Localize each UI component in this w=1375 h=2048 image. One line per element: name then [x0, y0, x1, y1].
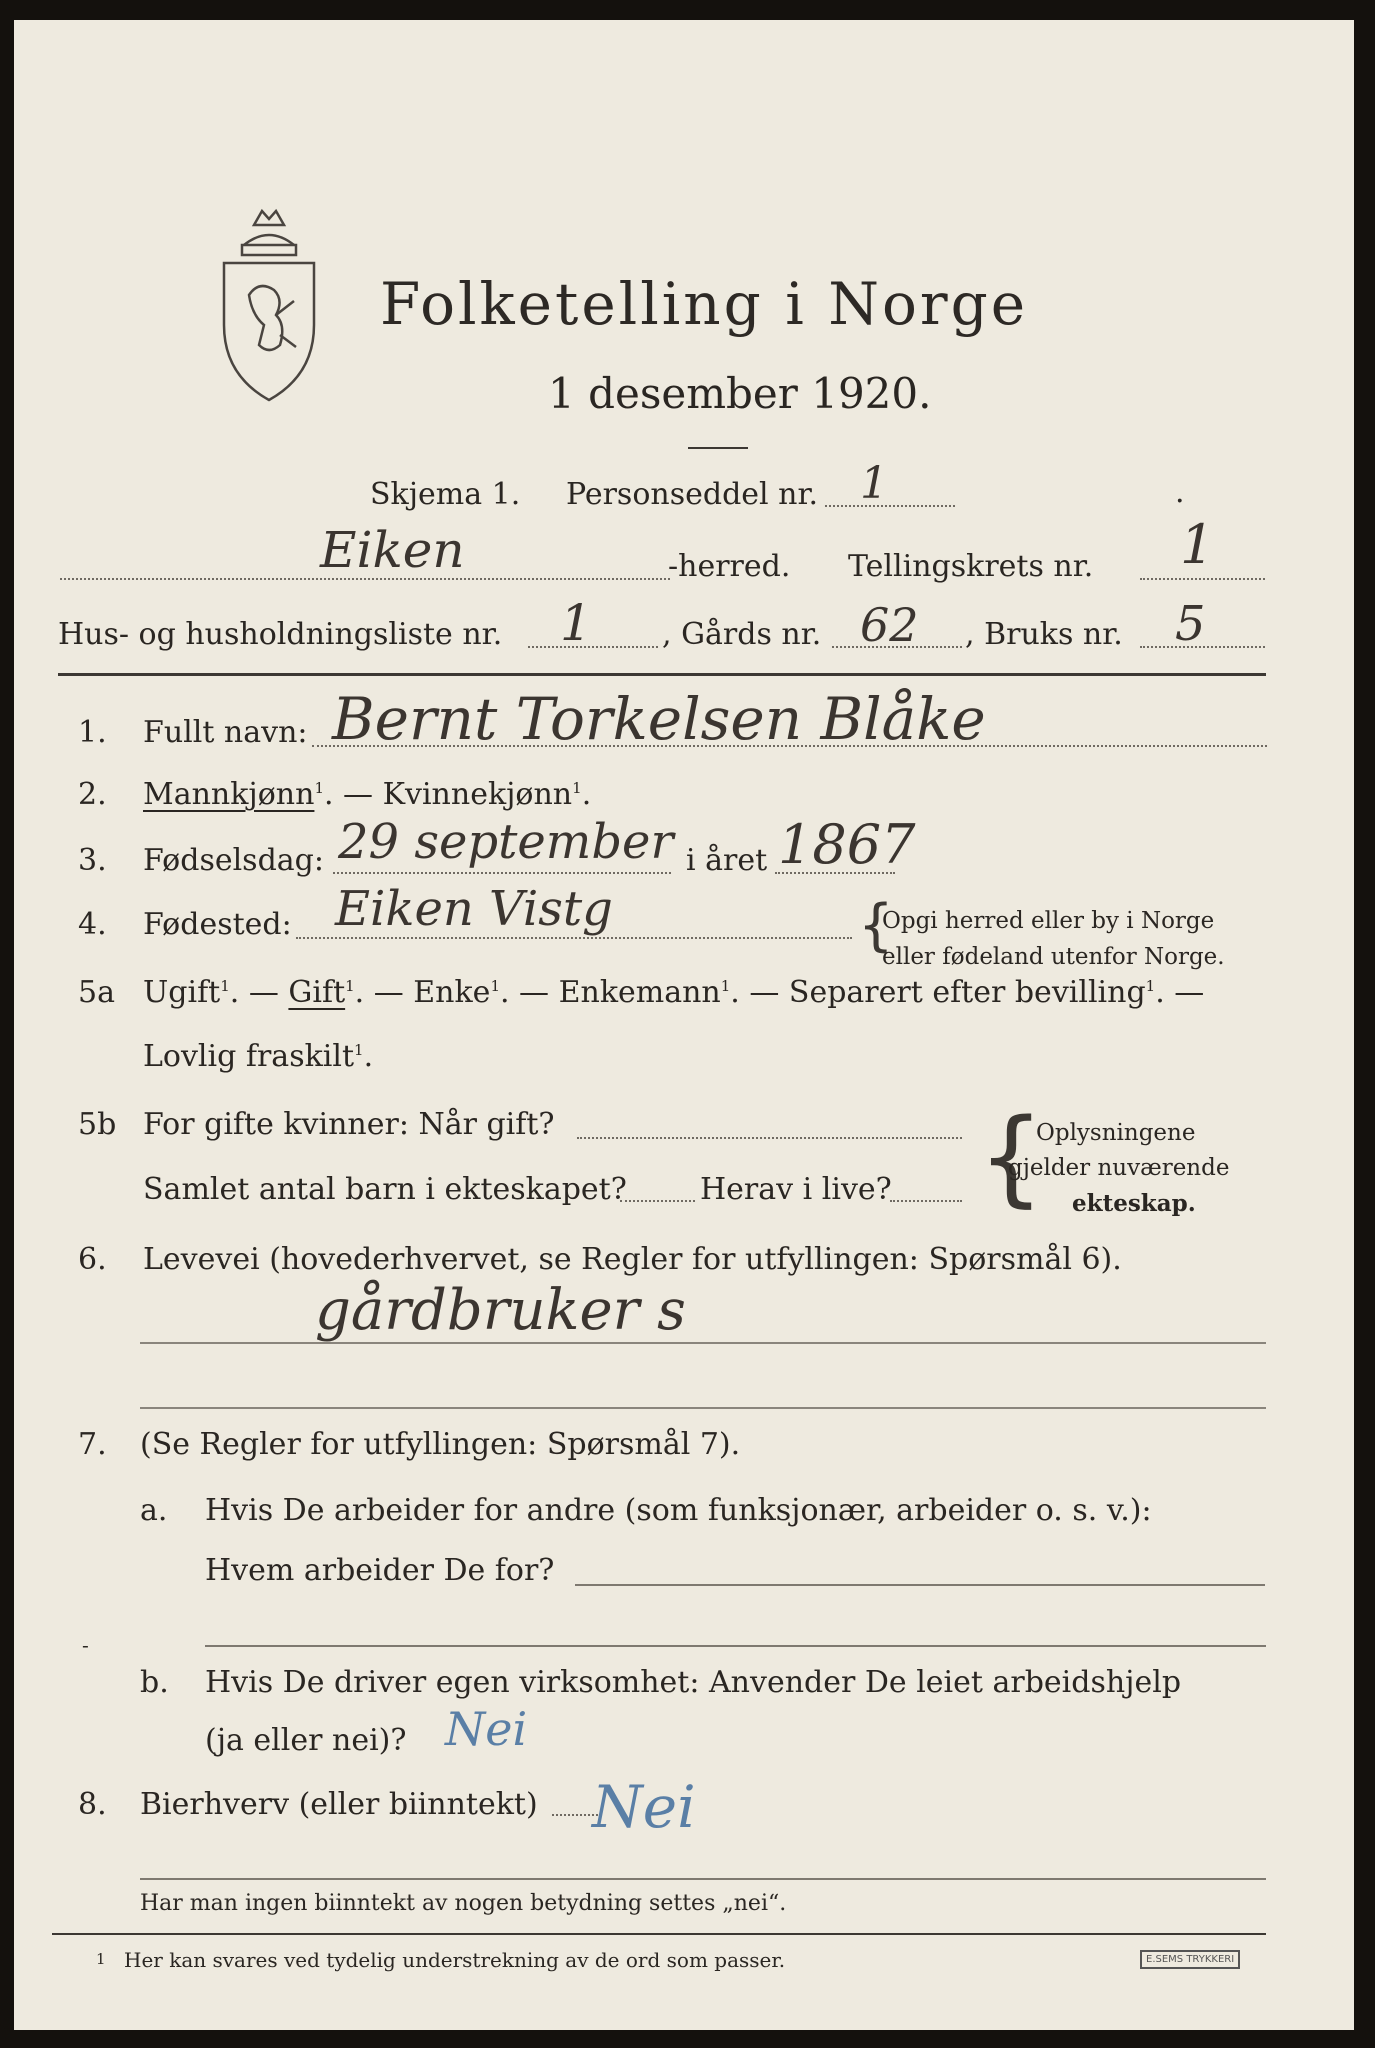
q5b-barn-field[interactable] [620, 1200, 695, 1202]
tellingskrets-value: 1 [1180, 513, 1215, 576]
title-divider [688, 447, 748, 449]
herred-value: Eiken [320, 521, 465, 579]
q2-end: . [581, 777, 592, 812]
q3-number: 3. [78, 843, 107, 878]
printer-stamp: E.SEMS TRYKKERI [1140, 1950, 1240, 1969]
q5b-gift-field[interactable] [577, 1137, 962, 1139]
q7b-number: b. [140, 1665, 169, 1700]
q1-value: Bernt Torkelsen Blåke [332, 685, 986, 753]
q6-line-1[interactable] [140, 1342, 1266, 1344]
q8-value[interactable]: Nei [592, 1773, 696, 1841]
q5a-enkemann[interactable]: Enkemann [558, 975, 721, 1010]
q5a-dash-3: . — [499, 975, 559, 1010]
bruks-label: , Bruks nr. [965, 617, 1123, 652]
q5a-number: 5a [78, 975, 115, 1010]
q5b-brace: { [978, 1096, 1045, 1218]
personseddel-value: 1 [860, 458, 888, 509]
q2-sep: . — [323, 777, 383, 812]
footnote-text: Her kan svares ved tydelig understrekning av de ord som passer. [124, 1948, 786, 1972]
tellingskrets-label: Tellingskrets nr. [848, 549, 1094, 584]
census-date: 1 desember 1920. [548, 369, 932, 418]
q2-sup: 1 [314, 779, 324, 797]
q5b-barn-label: Samlet antal barn i ekteskapet? [143, 1172, 627, 1207]
hus-field[interactable] [528, 646, 658, 648]
q4-field[interactable] [296, 937, 852, 939]
q7a-line-2[interactable] [205, 1645, 1266, 1647]
q3-field[interactable] [333, 872, 671, 874]
tellingskrets-field[interactable] [1140, 578, 1265, 580]
q4-brace: { [858, 893, 894, 958]
q5a-options-2 [143, 1039, 374, 1074]
q5a-dash-1: . — [229, 975, 289, 1010]
form-title: Folketelling i Norge [380, 270, 1029, 338]
q7a-question: Hvem arbeider De for? [205, 1553, 555, 1588]
q6-value: gårdbruker s [315, 1278, 686, 1343]
q7-label: (Se Regler for utfyllingen: Spørsmål 7). [140, 1427, 741, 1462]
q7a-number: a. [140, 1493, 168, 1528]
q7b-question: (ja eller nei)? [205, 1723, 407, 1758]
q5a-sup-2: 1 [345, 977, 355, 995]
personseddel-label: Personseddel nr. [566, 477, 819, 512]
q4-value: Eiken Vistg [335, 881, 613, 937]
q7a-label: Hvis De arbeider for andre (som funksjonær, arbeider o. s. v.): [205, 1493, 1152, 1528]
q5a-sup-1: 1 [220, 977, 230, 995]
q3-value: 29 september [338, 814, 674, 870]
footer-note: Har man ingen biinntekt av nogen betydning settes „nei“. [140, 1891, 787, 1916]
q8-line-2[interactable] [140, 1878, 1266, 1880]
q2-sup2: 1 [572, 779, 582, 797]
q4-note-2: eller fødeland utenfor Norge. [882, 944, 1225, 970]
q7b-label: Hvis De driver egen virksomhet: Anvender De leiet arbeidshjelp [205, 1665, 1182, 1700]
q5b-note-1: Oplysningene [1036, 1120, 1196, 1146]
q5a-end: . [363, 1039, 374, 1074]
q1-number: 1. [78, 715, 107, 750]
q5a-trail: . — [1155, 975, 1205, 1010]
q5b-live-label: Herav i live? [700, 1172, 892, 1207]
q6-number: 6. [78, 1242, 107, 1277]
section-divider [58, 673, 1266, 676]
q5b-label: For gifte kvinner: Når gift? [143, 1107, 555, 1142]
stray-mark: - [82, 1633, 89, 1657]
q5a-sup-3: 1 [490, 977, 500, 995]
q5a-sup-6: 1 [354, 1041, 364, 1059]
q5a-dash-2: . — [354, 975, 414, 1010]
footer-divider [52, 1933, 1266, 1935]
q5b-number: 5b [78, 1107, 117, 1142]
q5a-enke[interactable]: Enke [413, 975, 491, 1010]
q4-number: 4. [78, 907, 107, 942]
q5b-note-3: ekteskap. [1072, 1190, 1196, 1217]
q5a-sup-5: 1 [1145, 977, 1156, 995]
q5b-live-field[interactable] [890, 1200, 962, 1202]
q6-line-2[interactable] [140, 1407, 1266, 1409]
q2-options [143, 777, 592, 812]
q5a-sup-4: 1 [720, 977, 731, 995]
q2-number: 2. [78, 777, 107, 812]
q5a-gift[interactable]: Gift [288, 975, 346, 1010]
q3-year-value: 1867 [778, 813, 916, 876]
dot-mark: . [1175, 475, 1185, 510]
q3-label: Fødselsdag: [143, 843, 324, 878]
q8-number: 8. [78, 1787, 107, 1822]
coat-of-arms-icon [214, 205, 324, 405]
gards-value: 62 [860, 598, 919, 652]
q8-label: Bierhverv (eller biinntekt) [140, 1787, 538, 1822]
footnote-number: 1 [96, 1950, 106, 1968]
q5a-ugift[interactable]: Ugift [143, 975, 221, 1010]
q6-label: Levevei (hovederhvervet, se Regler for utfyllingen: Spørsmål 6). [143, 1242, 1122, 1277]
hus-label: Hus- og husholdningsliste nr. [58, 617, 503, 652]
herred-label: -herred. [668, 549, 791, 584]
q4-label: Fødested: [143, 907, 292, 942]
q7b-value[interactable]: Nei [445, 1702, 528, 1756]
q1-label: Fullt navn: [143, 715, 308, 750]
hus-value: 1 [560, 594, 592, 652]
q4-note-1: Opgi herred eller by i Norge [882, 908, 1215, 934]
schema-label: Skjema 1. [370, 477, 521, 512]
bruks-value: 5 [1175, 596, 1206, 652]
gards-label: , Gårds nr. [662, 617, 822, 652]
q5a-options [143, 975, 1205, 1010]
q5b-note-2: gjelder nuværende [1008, 1155, 1230, 1181]
personseddel-field[interactable] [825, 505, 955, 507]
q3-year-label: i året [686, 843, 768, 878]
q5a-dash-4: . — [730, 975, 789, 1010]
q7a-field[interactable] [575, 1584, 1265, 1586]
q2-kvinne[interactable]: Kvinnekjønn [382, 777, 573, 812]
q2-mann[interactable]: Mannkjønn [143, 777, 315, 812]
q5a-fraskilt[interactable]: Lovlig fraskilt [143, 1039, 355, 1074]
q5a-separert[interactable]: Separert efter bevilling [788, 975, 1146, 1010]
q7-number: 7. [78, 1427, 107, 1462]
